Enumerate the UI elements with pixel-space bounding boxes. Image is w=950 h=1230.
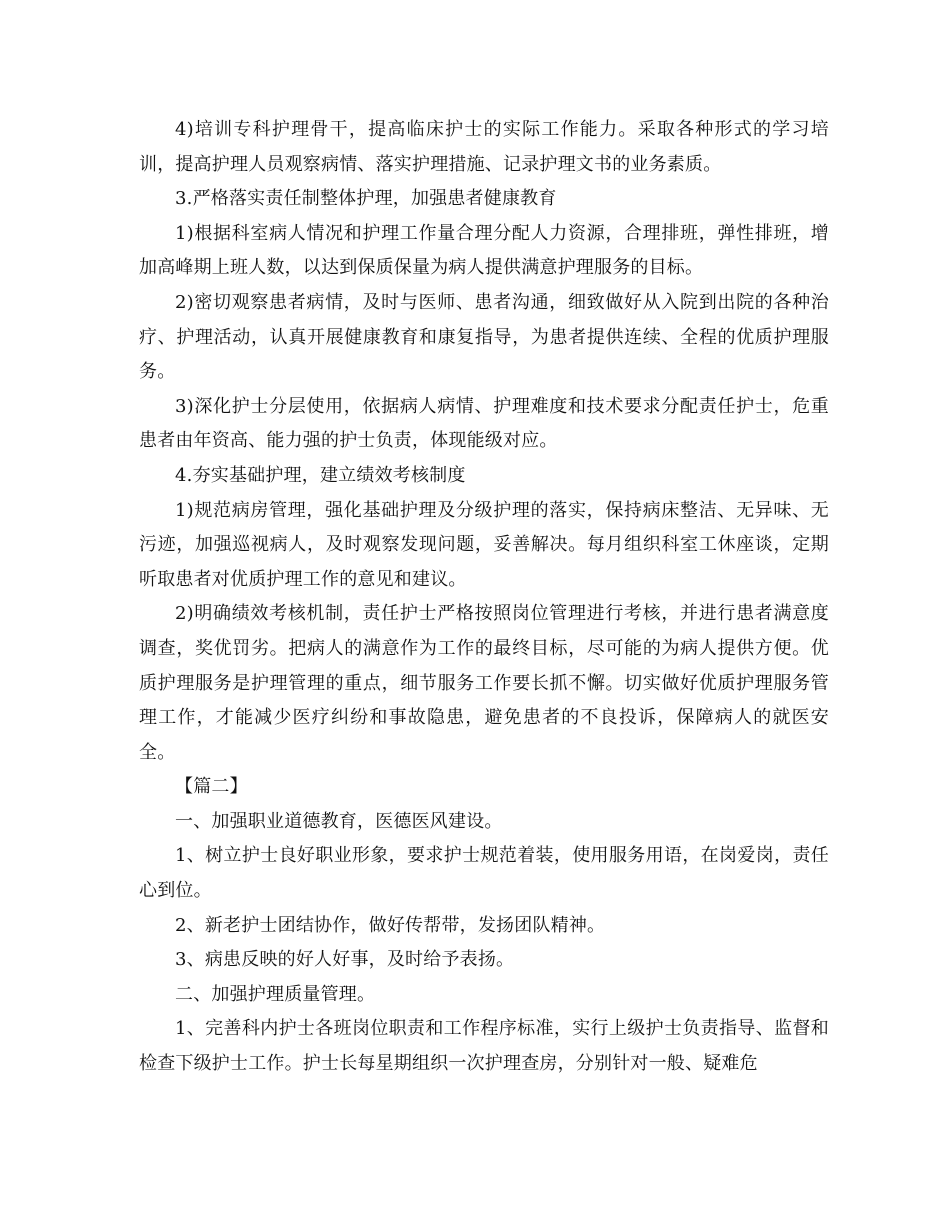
paragraph-ward-management: 1)规范病房管理，强化基础护理及分级护理的落实，保持病床整洁、无异味、无污迹，加强巡视病人，及时观察发现问题，妥善解决。每月组织科室工休座谈，定期听取患者对优质护理工作的意见和建议。: [139, 499, 829, 590]
paragraph-staff-allocation: 1)根据科室病人情况和护理工作量合理分配人力资源，合理排班，弹性排班，增加高峰期上班人数，以达到保质保量为病人提供满意护理服务的目标。: [139, 222, 829, 279]
paragraph-training-backbone: 4)培训专科护理骨干，提高临床护士的实际工作能力。采取各种形式的学习培训，提高护理人员观察病情、落实护理措施、记录护理文书的业务素质。: [139, 119, 829, 175]
paragraph-duties-standards: 1、完善科内护士各班岗位职责和工作程序标准，实行上级护士负责指导、监督和检查下级护士工作。护士长每星期组织一次护理查房，分别针对一般、疑难危: [139, 1018, 829, 1075]
document-body: [139, 113, 829, 1082]
paragraph-observe-patients: 2)密切观察患者病情，及时与医师、患者沟通，细致做好从入院到出院的各种治疗、护理活动，认真开展健康教育和康复指导，为患者提供连续、全程的优质护理服务。: [139, 291, 829, 383]
paragraph-nurse-layering: 3)深化护士分层使用，依据病人病情、护理难度和技术要求分配责任护士，危重患者由年资高、能力强的护士负责，体现能级对应。: [139, 395, 829, 452]
section-heading-responsibility-care: 3.严格落实责任制整体护理，加强患者健康教育: [175, 188, 557, 210]
paragraph-nurse-image: 1、树立护士良好职业形象，要求护士规范着装，使用服务用语，在岗爱岗，责任心到位。: [139, 845, 829, 902]
section-heading-basic-care: 4.夯实基础护理，建立绩效考核制度: [175, 464, 466, 486]
paragraph-teamwork: 2、新老护士团结协作，做好传帮带，发扬团队精神。: [175, 914, 606, 936]
part-two-heading: 【篇二】: [175, 776, 248, 798]
paragraph-praise: 3、病患反映的好人好事，及时给予表扬。: [175, 949, 515, 971]
section-heading-ethics: 一、加强职业道德教育，医德医风建设。: [175, 810, 503, 832]
section-heading-quality: 二、加强护理质量管理。: [175, 983, 376, 1005]
paragraph-performance-evaluation: 2)明确绩效考核机制，责任护士严格按照岗位管理进行考核，并进行患者满意度调查，奖优罚劣。把病人的满意作为工作的最终目标，尽可能的为病人提供方便。优质护理服务是护理管理的重点，细节服务工作要长抓不懈。切实做好优质护理服务管理工作，才能减少医疗纠纷和事故隐患，避免患者的不良投诉，保障病人的就医安全。: [139, 603, 829, 763]
